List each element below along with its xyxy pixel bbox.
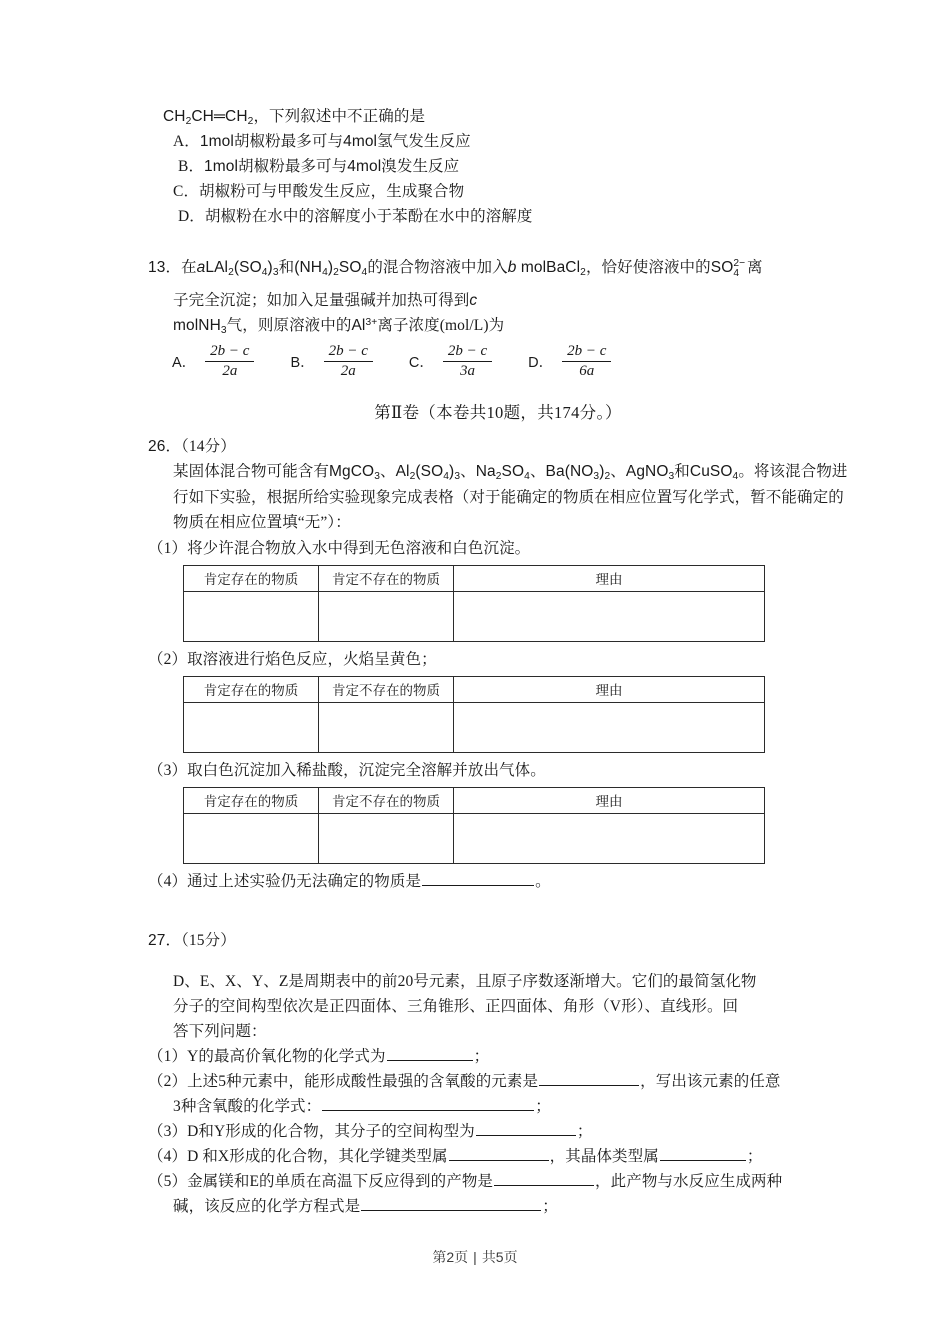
table-1-cell-absent[interactable]	[319, 591, 454, 641]
q27-item-2-cont-punct: ；	[535, 1097, 551, 1115]
table-2-cell-reason[interactable]	[454, 702, 765, 752]
q13-var-a: a	[196, 259, 206, 276]
table-row	[184, 813, 765, 863]
q13-option-a-numerator: 2b − c	[205, 343, 254, 362]
q26-number: 26．	[148, 438, 182, 455]
page-footer-total: 共5页	[481, 1249, 518, 1265]
q26-stem-tail: 。将该混合物进行如下实验，根据所给实验现象完成表格（对于能确定的物质在相应位置写化学式，暂不能确定的物质在相应位置填“无”）：	[173, 463, 848, 531]
spacer	[148, 384, 848, 400]
q27-number: 27．	[148, 931, 182, 949]
table-3-header-present: 肯定存在的物质	[184, 787, 319, 813]
q12-option-d	[148, 204, 848, 229]
q27-item-5-text: 金属镁和E的单质在高温下反应得到的产物是	[187, 1172, 494, 1190]
q13-option-a	[172, 343, 254, 380]
q13-option-c-denominator: 3a	[460, 362, 476, 379]
q27-item-2-text: 上述5种元素中，能形成酸性最强的含氧酸的元素是	[187, 1072, 539, 1090]
q26-stem-text: 某固体混合物可能含有	[173, 463, 330, 480]
q13-t4: 的混合物溶液中加入	[367, 259, 508, 276]
q26-score: （14分）	[181, 438, 236, 455]
q27-item-3-blank[interactable]	[476, 1120, 576, 1136]
q13-option-d-label: D．	[528, 354, 554, 371]
table-3-cell-reason[interactable]	[454, 813, 765, 863]
q27-item-1-text: Y的最高价氧化物的化学式为	[187, 1047, 386, 1065]
page-footer-separator: |	[473, 1249, 477, 1265]
q27-score: （15分）	[181, 931, 236, 949]
q13-option-c-numerator: 2b − c	[443, 343, 492, 362]
q27-item-5-cont	[148, 1194, 848, 1219]
table-1-cell-reason[interactable]	[454, 591, 765, 641]
spacer	[148, 894, 848, 928]
answer-table-2	[183, 676, 765, 753]
q12-option-d-text: 胡椒粉在水中的溶解度小于苯酚在水中的溶解度	[204, 208, 533, 225]
q26-sub4-label: （4）	[148, 872, 188, 890]
table-2-header-absent: 肯定不存在的物质	[319, 676, 454, 702]
q26-sub2-label: （2）	[148, 650, 188, 668]
q12-stem-line	[148, 104, 848, 129]
q13-option-a-fraction	[205, 343, 254, 380]
q27-item-4-punct: ；	[746, 1147, 763, 1165]
q13-option-d-denominator: 6a	[579, 362, 595, 379]
q13-option-c-fraction	[443, 343, 492, 380]
q13-options-row	[148, 338, 848, 384]
q13-option-c-label: C．	[408, 354, 434, 371]
q27-item-5-text2: ，此产物与水反应生成两种	[595, 1172, 783, 1190]
q26-sub4-text: 通过上述实验仍无法确定的物质是	[187, 872, 422, 890]
q13-t1: 在	[181, 259, 197, 276]
table-2-cell-absent[interactable]	[319, 702, 454, 752]
q27-stem-line-3: 答下列问题：	[173, 1022, 267, 1040]
q13-t6: ，恰好使溶液中的	[585, 259, 711, 276]
spacer	[148, 280, 848, 288]
q27-item-4-label: （4）	[148, 1147, 188, 1165]
q13-option-a-label: A．	[172, 354, 197, 371]
table-header-row	[184, 565, 765, 591]
q13-option-b-numerator: 2b − c	[324, 343, 373, 362]
q12-formula: $CH_2CH═CH_2$	[163, 108, 254, 127]
q26-sub2	[148, 647, 848, 672]
q13-option-b-fraction	[324, 343, 373, 380]
table-1-header-reason: 理由	[454, 565, 765, 591]
q27-item-2-blank-2[interactable]	[322, 1095, 534, 1111]
q13-al-ion: $Al^{3+}$	[351, 316, 378, 334]
q13-t7: 离	[742, 259, 763, 276]
q27-item-2-cont	[148, 1094, 848, 1119]
q13-option-d-numerator: 2b − c	[562, 343, 611, 362]
q13-ammonia: molNH$_3$	[173, 317, 227, 336]
q27-item-4-text2: ，其晶体类型属	[549, 1147, 659, 1165]
q13-var-c: c	[469, 292, 478, 309]
q12-option-c	[148, 179, 848, 204]
q27-item-1-label: （1）	[148, 1047, 188, 1065]
q27-item-2-text2: ，写出该元素的任意	[640, 1072, 781, 1090]
page-footer-current: 第2页	[432, 1249, 469, 1265]
q13-l3-text: 气，则原溶液中的	[226, 317, 352, 334]
q27-item-4	[148, 1144, 848, 1169]
q26-sub3-label: （3）	[148, 761, 188, 779]
table-row	[184, 702, 765, 752]
table-3-header-absent: 肯定不存在的物质	[319, 787, 454, 813]
q13-l2-text: 子完全沉淀；如加入足量强碱并加热可得到	[173, 292, 470, 309]
q27-item-5-blank-1[interactable]	[494, 1170, 594, 1186]
q27-item-4-blank-2[interactable]	[660, 1145, 746, 1161]
q13-l3-tail: 离子浓度(mol/L)为	[377, 317, 505, 334]
q26-compound-list: MgCO$_3$、$Al_2(SO_4)_3$、$Na_2SO_4$、$Ba(NO_3)_2$、AgNO$_3$和CuSO$_4$	[329, 463, 739, 482]
q27-heading	[148, 928, 848, 953]
table-header-row	[184, 787, 765, 813]
q12-option-b-text: 1mol胡椒粉最多可与4mol溴发生反应	[204, 158, 460, 175]
spacer	[148, 953, 848, 969]
q13-var-b: b	[507, 259, 517, 276]
q27-item-3-label: （3）	[148, 1122, 188, 1140]
q13-stem-line-2	[148, 288, 848, 313]
q12-option-b	[148, 154, 848, 179]
q27-item-5-blank-2[interactable]	[361, 1195, 541, 1211]
table-row	[184, 591, 765, 641]
q13-option-a-denominator: 2a	[222, 362, 238, 379]
q27-stem-line-1: D、E、X、Y、Z是周期表中的前20号元素，且原子序数逐渐增大。它们的最简氢化物	[173, 972, 757, 990]
q26-sub4-blank[interactable]	[422, 870, 534, 886]
q27-item-3-punct: ；	[576, 1122, 593, 1140]
page-body	[148, 104, 848, 1219]
q13-option-d-fraction	[562, 343, 611, 380]
q27-item-3-text: D和Y形成的化合物，其分子的空间构型为	[187, 1122, 475, 1140]
answer-table-1	[183, 565, 765, 642]
q26-sub4	[148, 869, 848, 894]
q27-item-2	[148, 1069, 848, 1094]
q13-sulfate-ion: SO 2− 4	[710, 258, 746, 279]
q12-option-a	[148, 129, 848, 154]
q27-item-1	[148, 1044, 848, 1069]
table-3-cell-absent[interactable]	[319, 813, 454, 863]
volume-two-header: 第Ⅱ卷（本卷共10题，共174分。）	[374, 403, 622, 422]
q13-option-b-denominator: 2a	[340, 362, 356, 379]
table-1-header-present: 肯定存在的物质	[184, 565, 319, 591]
q26-stem	[148, 459, 848, 536]
q13-t5: molBaCl$_2$	[516, 259, 586, 278]
q26-sub4-punct: 。	[535, 872, 551, 890]
q12-option-c-label: C．	[173, 183, 200, 200]
q13-number: 13．	[148, 259, 182, 276]
q26-sub1-label: （1）	[148, 539, 188, 557]
q27-item-5	[148, 1169, 848, 1194]
q27-item-2-cont-text: 3种含氧酸的化学式：	[173, 1097, 322, 1115]
q27-item-2-label: （2）	[148, 1072, 188, 1090]
q27-item-1-punct: ；	[473, 1047, 490, 1065]
page-footer	[0, 1247, 950, 1267]
q12-option-a-text: 1mol胡椒粉最多可与4mol氢气发生反应	[199, 133, 471, 150]
q26-sub1	[148, 536, 848, 561]
table-2-header-present: 肯定存在的物质	[184, 676, 319, 702]
q26-sub1-text: 将少许混合物放入水中得到无色溶液和白色沉淀。	[187, 539, 531, 557]
q13-stem-line-1	[148, 255, 848, 280]
q26-heading	[148, 434, 848, 459]
q12-stem-text: ，下列叙述中不正确的是	[253, 108, 426, 125]
table-header-row	[184, 676, 765, 702]
q13-t2: $LAl_2(SO_4)_3$	[205, 259, 279, 278]
table-1-cell-present[interactable]	[184, 591, 319, 641]
q13-stem-line-3	[148, 313, 848, 338]
q27-item-1-blank[interactable]	[387, 1045, 473, 1061]
q27-item-2-blank-1[interactable]	[539, 1070, 639, 1086]
q12-option-b-label: B．	[178, 158, 205, 175]
q26-sub3-text: 取白色沉淀加入稀盐酸，沉淀完全溶解并放出气体。	[187, 761, 546, 779]
q12-option-d-label: D．	[178, 208, 205, 225]
q27-item-4-text: D 和X形成的化合物，其化学键类型属	[187, 1147, 448, 1165]
q13-t3: 和$(NH_4)_2SO_4$	[278, 259, 368, 278]
q26-sub2-text: 取溶液进行焰色反应，火焰呈黄色；	[187, 650, 437, 668]
q13-option-b-label: B．	[290, 354, 315, 371]
table-3-header-reason: 理由	[454, 787, 765, 813]
q27-item-3	[148, 1119, 848, 1144]
answer-table-3	[183, 787, 765, 864]
table-2-cell-present[interactable]	[184, 702, 319, 752]
q12-option-c-text: 胡椒粉可与甲酸发生反应，生成聚合物	[199, 183, 465, 200]
q13-option-c	[409, 343, 492, 380]
q26-sub3	[148, 758, 848, 783]
q27-item-5-label: （5）	[148, 1172, 188, 1190]
q27-item-5-cont-punct: ；	[542, 1197, 558, 1215]
table-2-header-reason: 理由	[454, 676, 765, 702]
q27-item-5-cont-text: 碱，该反应的化学方程式是	[173, 1197, 361, 1215]
q27-item-4-blank-1[interactable]	[449, 1145, 549, 1161]
spacer	[148, 426, 848, 434]
q13-option-d	[528, 343, 611, 380]
table-1-header-absent: 肯定不存在的物质	[319, 565, 454, 591]
q27-stem-line-2: 分子的空间构型依次是正四面体、三角锥形、正四面体、角形（V形）、直线形。回	[173, 997, 739, 1015]
table-3-cell-present[interactable]	[184, 813, 319, 863]
q12-option-a-label: A．	[173, 133, 200, 150]
q13-option-b	[290, 343, 372, 380]
